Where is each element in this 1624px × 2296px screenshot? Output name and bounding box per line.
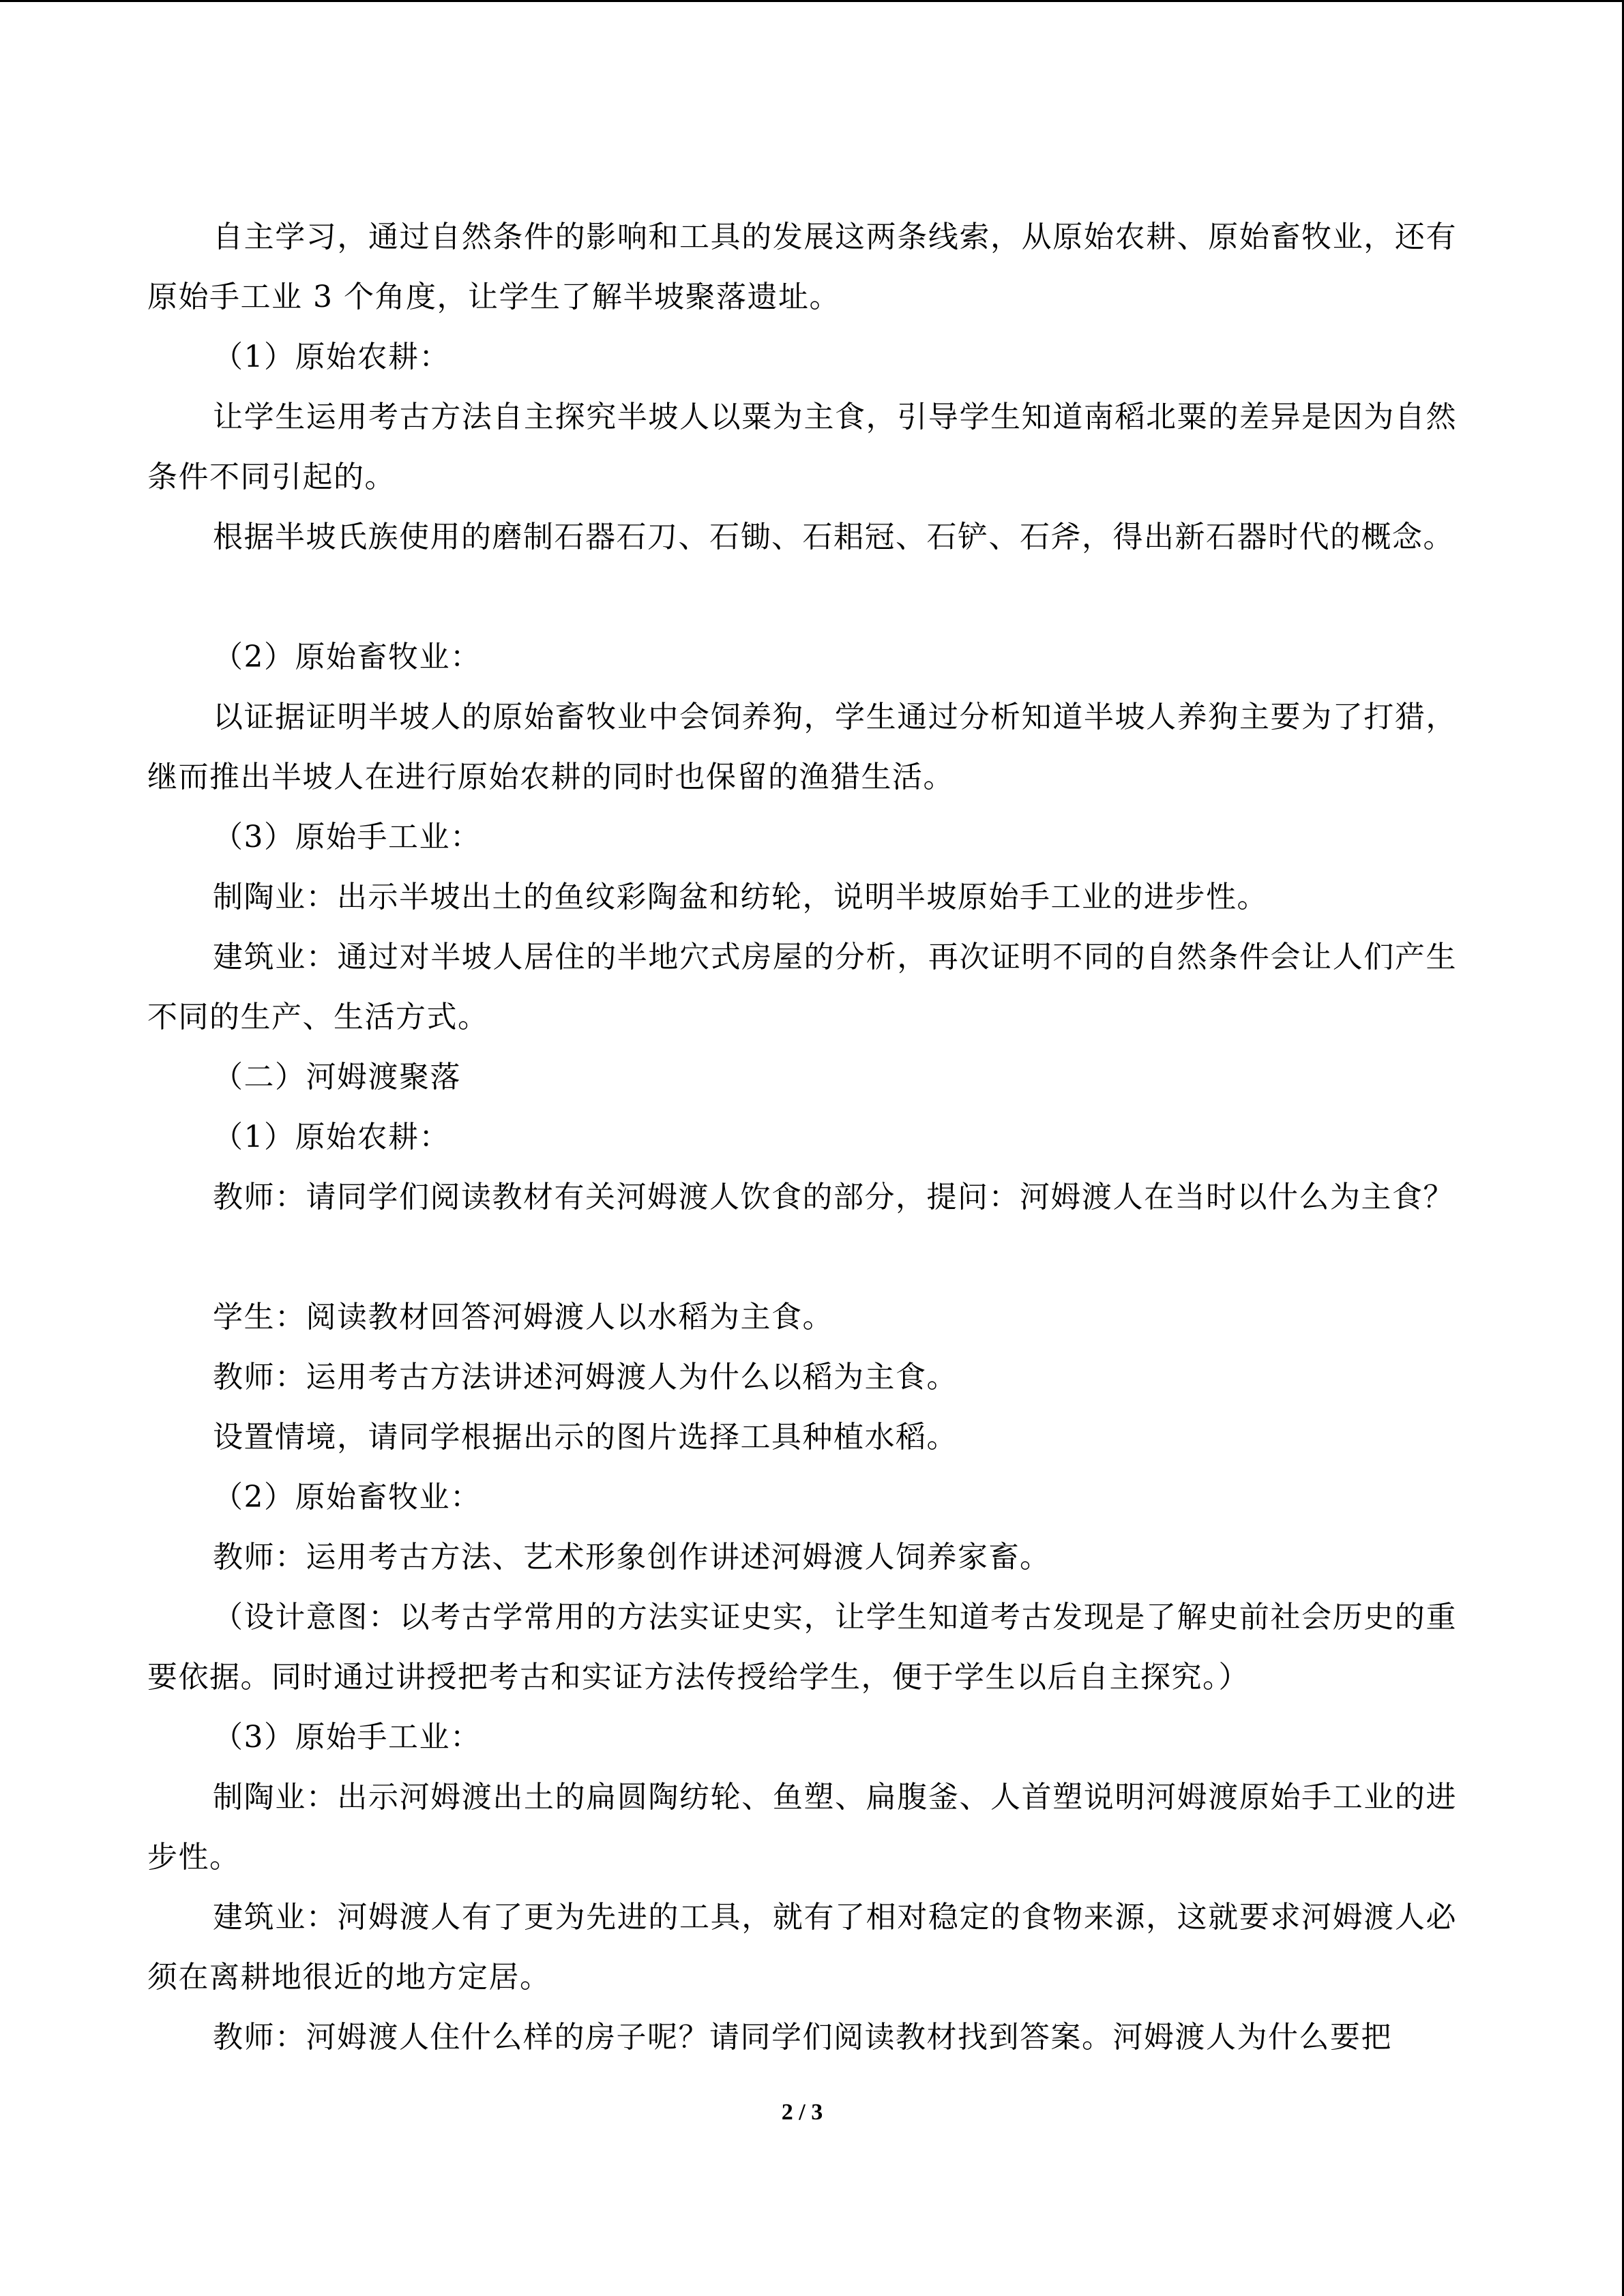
heading-hemudu-husbandry: （2）原始畜牧业：	[213, 1480, 482, 1515]
paragraph-intro: 自主学习，通过自然条件的影响和工具的发展这两条线索，从原始农耕、原始畜牧业，还有原始手工业 3 个角度，让学生了解半坡聚落遗址。	[147, 220, 1457, 314]
heading-banpo-husbandry: （2）原始畜牧业：	[213, 640, 482, 674]
heading-hemudu-settlement: （二）河姆渡聚落	[213, 1060, 461, 1094]
paragraph-banpo-architecture: 建筑业：通过对半坡人居住的半地穴式房屋的分析，再次证明不同的自然条件会让人们产生不同的生产、生活方式。	[147, 940, 1457, 1034]
paragraph-banpo-millet: 让学生运用考古方法自主探究半坡人以粟为主食，引导学生知道南稻北粟的差异是因为自然条件不同引起的。	[147, 400, 1457, 494]
paragraph-hemudu-pottery: 制陶业：出示河姆渡出土的扁圆陶纺轮、鱼塑、扁腹釜、人首塑说明河姆渡原始手工业的进步性。	[147, 1780, 1457, 1875]
paragraph-design-intent: （设计意图：以考古学常用的方法实证史实，让学生知道考古发现是了解史前社会历史的重要依据。同时通过讲授把考古和实证方法传授给学生，便于学生以后自主探究。）	[147, 1600, 1457, 1695]
paragraph-teacher-livestock: 教师：运用考古方法、艺术形象创作讲述河姆渡人饲养家畜。	[213, 1540, 1051, 1575]
paragraph-scenario-tools: 设置情境，请同学根据出示的图片选择工具种植水稻。	[213, 1420, 958, 1455]
document-page	[147, 0, 1457, 2296]
heading-hemudu-handicraft: （3）原始手工业：	[213, 1720, 482, 1755]
heading-hemudu-agriculture: （1）原始农耕：	[213, 1120, 450, 1154]
paragraph-banpo-tools: 根据半坡氏族使用的磨制石器石刀、石锄、石耜冠、石铲、石斧，得出新石器时代的概念。	[213, 520, 1454, 554]
paragraph-banpo-pottery: 制陶业：出示半坡出土的鱼纹彩陶盆和纺轮，说明半坡原始手工业的进步性。	[213, 880, 1268, 914]
heading-banpo-handicraft: （3）原始手工业：	[213, 820, 482, 854]
paragraph-banpo-dogs: 以证据证明半坡人的原始畜牧业中会饲养狗，学生通过分析知道半坡人养狗主要为了打猎，继而推出半坡人在进行原始农耕的同时也保留的渔猎生活。	[147, 700, 1457, 794]
paragraph-hemudu-architecture: 建筑业：河姆渡人有了更为先进的工具，就有了相对稳定的食物来源，这就要求河姆渡人必须在离耕地很近的地方定居。	[147, 1900, 1457, 1995]
paragraph-teacher-question-food: 教师：请同学们阅读教材有关河姆渡人饮食的部分，提问：河姆渡人在当时以什么为主食？	[213, 1180, 1454, 1214]
paragraph-teacher-rice-reason: 教师：运用考古方法讲述河姆渡人为什么以稻为主食。	[213, 1360, 958, 1395]
paragraph-student-answer-rice: 学生：阅读教材回答河姆渡人以水稻为主食。	[213, 1300, 833, 1335]
page-number: 2 / 3	[781, 2100, 823, 2125]
paragraph-teacher-housing: 教师：河姆渡人住什么样的房子呢？请同学们阅读教材找到答案。河姆渡人为什么要把	[213, 2020, 1392, 2055]
heading-banpo-agriculture: （1）原始农耕：	[213, 340, 450, 374]
